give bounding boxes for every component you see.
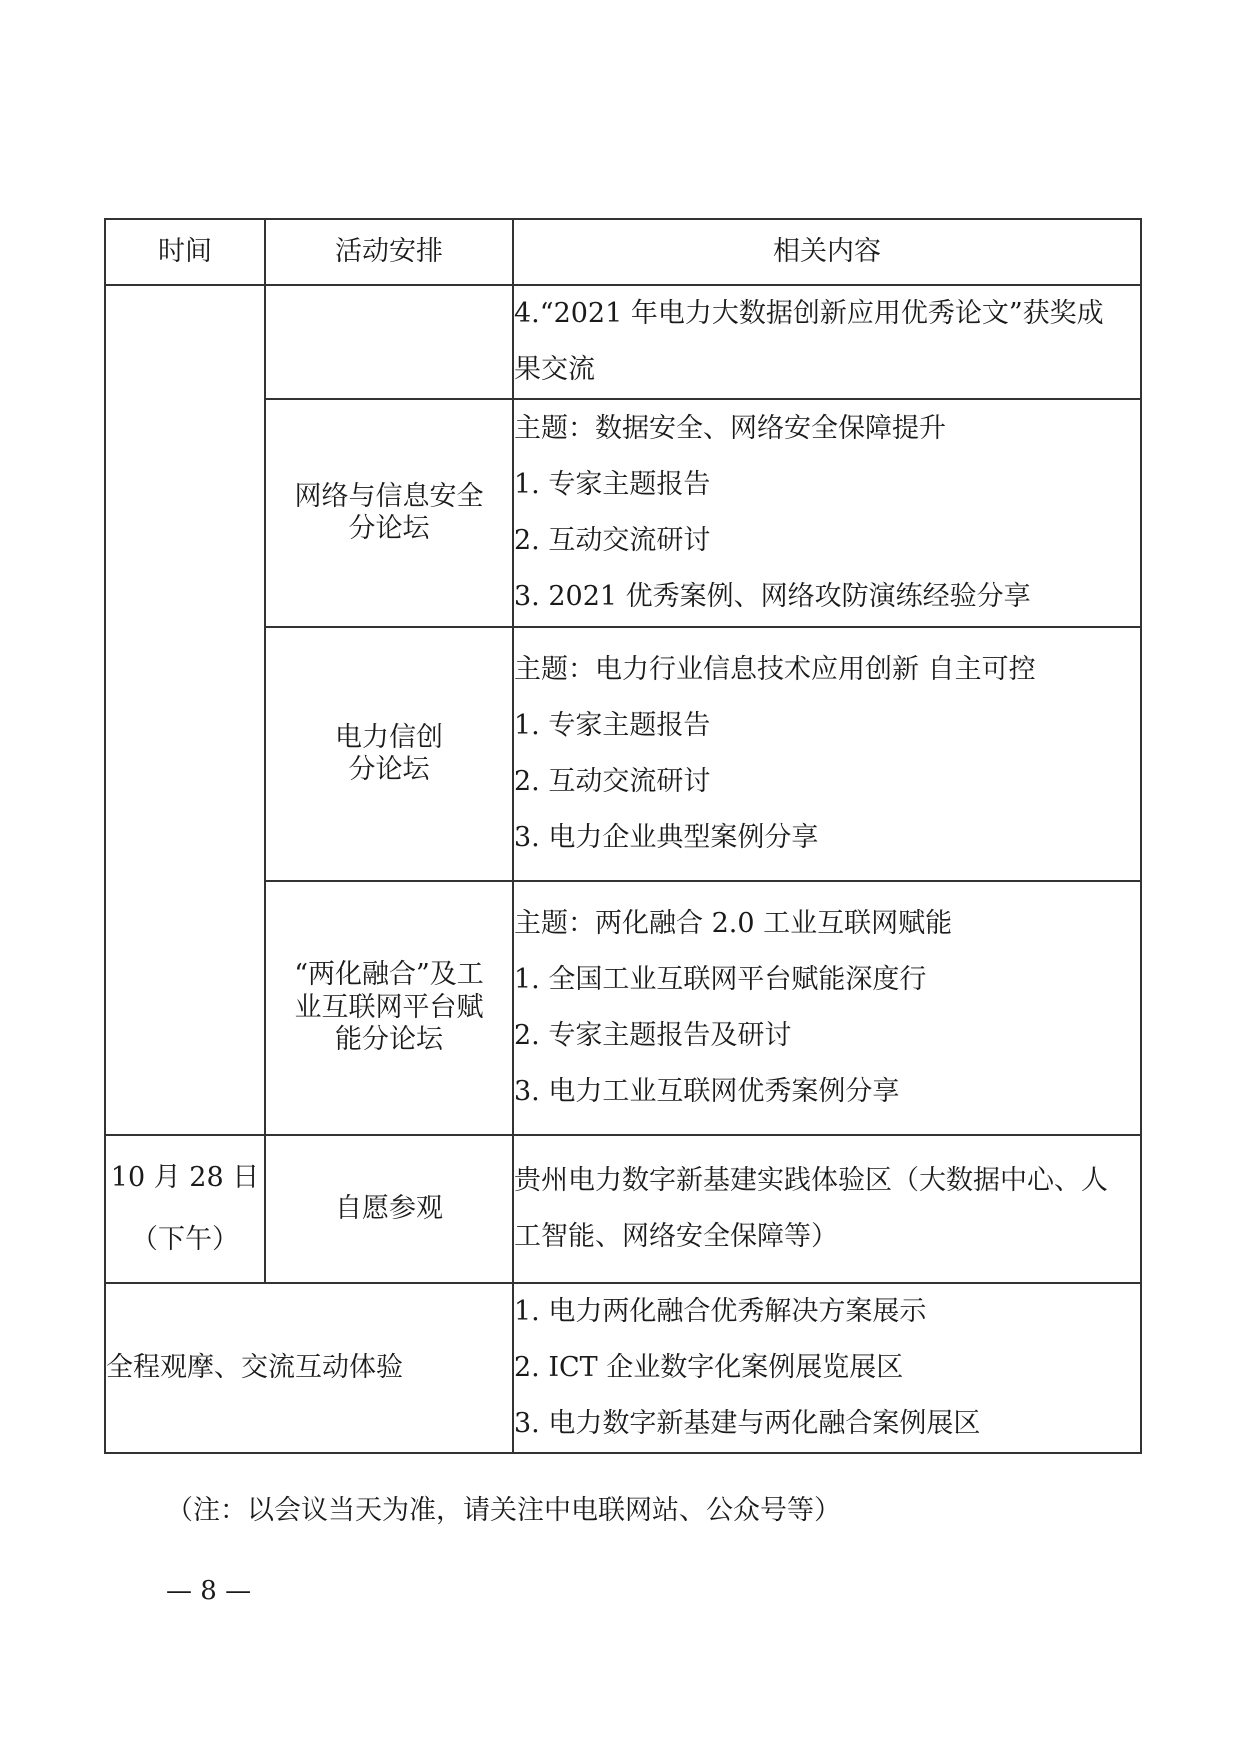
content-cell (513, 399, 1141, 627)
content-line: 1. 专家主题报告 (514, 469, 711, 500)
content-line: 2. 专家主题报告及研讨 (514, 1020, 792, 1051)
time-line: （下午） (131, 1224, 239, 1255)
content-cell (513, 285, 1141, 399)
activity-cell (265, 627, 513, 881)
content-line: 2. 互动交流研讨 (514, 525, 711, 556)
activity-cell (265, 399, 513, 627)
footnote: （注：以会议当天为准，请关注中电联网站、公众号等） (166, 1495, 841, 1526)
content-line: 主题：两化融合 2.0 工业互联网赋能 (514, 908, 953, 939)
content-cell (513, 1283, 1141, 1453)
content-line: 贵州电力数字新基建实践体验区（大数据中心、人工智能、网络安全保障等） (514, 1165, 1108, 1252)
content-cell (513, 1135, 1141, 1283)
content-cell (513, 627, 1141, 881)
activity-line: 网络与信息安全 (294, 480, 484, 512)
activity-line: 电力信创 (335, 721, 443, 753)
content-line: 3. 电力数字新基建与两化融合案例展区 (514, 1408, 981, 1439)
activity-cell (265, 285, 513, 399)
table-row (105, 1283, 1141, 1453)
activity-cell: 全程观摩、交流互动体验 (105, 1283, 513, 1453)
activity-line: 能分论坛 (335, 1024, 443, 1056)
content-line: 3. 电力企业典型案例分享 (514, 822, 819, 853)
time-cell-continued (105, 285, 265, 1135)
content-line: 主题：数据安全、网络安全保障提升 (514, 413, 946, 444)
header-activity: 活动安排 (265, 219, 513, 285)
content-line: 3. 2021 优秀案例、网络攻防演练经验分享 (514, 581, 1031, 612)
content-line: 1. 全国工业互联网平台赋能深度行 (514, 964, 927, 995)
table-header-row (105, 219, 1141, 285)
activity-line: “两化融合”及工 (294, 959, 484, 991)
table-row (105, 1135, 1141, 1283)
header-time: 时间 (105, 219, 265, 285)
page-number: — 8 — (166, 1576, 252, 1606)
activity-line: 分论坛 (348, 754, 430, 785)
content-line: 1. 专家主题报告 (514, 710, 711, 741)
content-line: 3. 电力工业互联网优秀案例分享 (514, 1076, 900, 1107)
activity-line: 业互联网平台赋 (294, 991, 484, 1023)
header-content: 相关内容 (513, 219, 1141, 285)
schedule-table (104, 218, 1142, 1454)
activity-cell (265, 881, 513, 1135)
table-row (105, 285, 1141, 399)
content-line: 2. ICT 企业数字化案例展览展区 (514, 1352, 904, 1383)
content-cell (513, 881, 1141, 1135)
activity-line: 分论坛 (348, 513, 430, 544)
activity-cell: 自愿参观 (265, 1135, 513, 1283)
content-line: 1. 电力两化融合优秀解决方案展示 (514, 1296, 927, 1327)
content-line: 4.“2021 年电力大数据创新应用优秀论文”获奖成果交流 (514, 298, 1104, 385)
content-line: 主题：电力行业信息技术应用创新 自主可控 (514, 654, 1036, 685)
time-line: 10 月 28 日 (110, 1162, 260, 1193)
content-line: 2. 互动交流研讨 (514, 766, 711, 797)
time-cell (105, 1135, 265, 1283)
